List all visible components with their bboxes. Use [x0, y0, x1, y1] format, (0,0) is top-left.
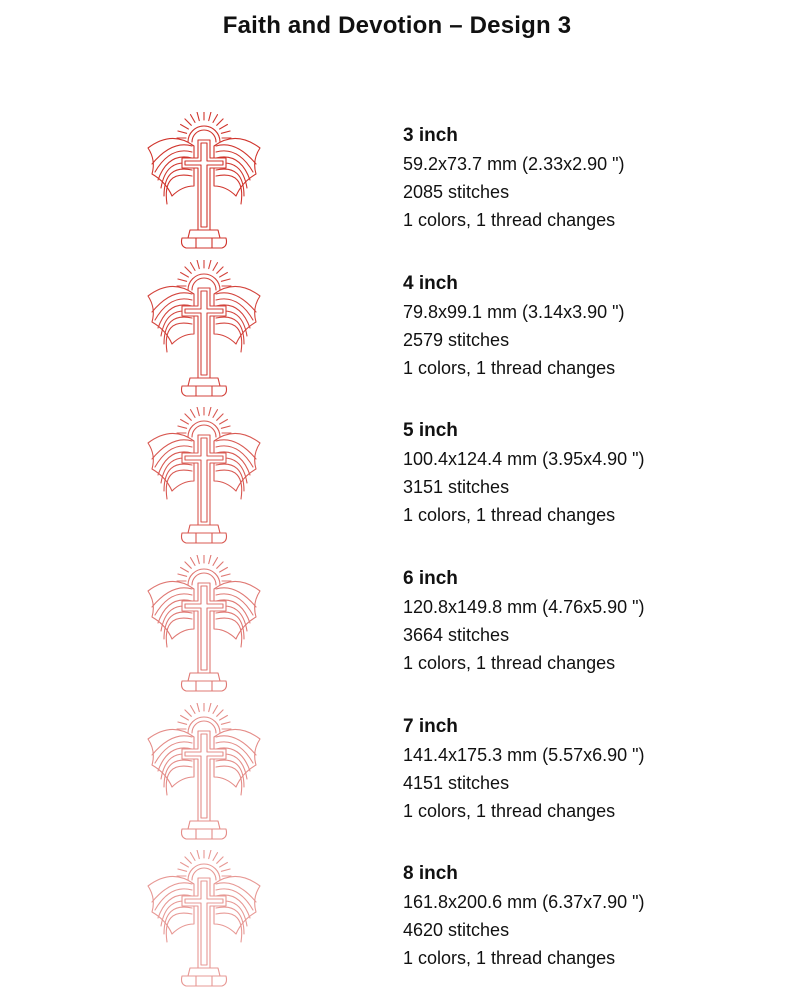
design-size: 7 inch [403, 716, 458, 737]
design-row [0, 407, 794, 555]
winged-cross-sunburst-icon [142, 407, 266, 549]
design-dimensions: 141.4x175.3 mm (5.57x6.90 ") [403, 745, 645, 765]
design-color-info: 1 colors, 1 thread changes [403, 948, 616, 968]
winged-cross-sunburst-icon [142, 260, 266, 402]
design-info [403, 270, 625, 382]
design-row [0, 555, 794, 703]
design-color-info: 1 colors, 1 thread changes [403, 801, 616, 821]
design-dimensions: 120.8x149.8 mm (4.76x5.90 ") [403, 597, 645, 617]
design-row [0, 112, 794, 260]
design-stitch-count: 4620 stitches [403, 920, 510, 940]
winged-cross-sunburst-icon [142, 850, 266, 992]
design-info [403, 122, 625, 234]
design-size: 4 inch [403, 273, 458, 294]
design-color-info: 1 colors, 1 thread changes [403, 653, 616, 673]
design-info [403, 713, 645, 825]
design-stitch-count: 4151 stitches [403, 773, 510, 793]
design-color-info: 1 colors, 1 thread changes [403, 358, 616, 378]
page-title: Faith and Devotion – Design 3 [222, 12, 572, 39]
design-dimensions: 59.2x73.7 mm (2.33x2.90 ") [403, 154, 625, 174]
design-stitch-count: 2579 stitches [403, 330, 510, 350]
design-stitch-count: 3664 stitches [403, 625, 510, 645]
design-size: 6 inch [403, 568, 458, 589]
design-info [403, 860, 645, 972]
design-row [0, 850, 794, 998]
design-stitch-count: 3151 stitches [403, 477, 510, 497]
design-dimensions: 100.4x124.4 mm (3.95x4.90 ") [403, 449, 645, 469]
design-size: 3 inch [403, 125, 458, 146]
design-info [403, 565, 645, 677]
design-size: 5 inch [403, 420, 458, 441]
winged-cross-sunburst-icon [142, 703, 266, 845]
winged-cross-sunburst-icon [142, 112, 266, 254]
design-row [0, 260, 794, 408]
design-row [0, 703, 794, 851]
design-size: 8 inch [403, 863, 458, 884]
design-color-info: 1 colors, 1 thread changes [403, 210, 616, 230]
design-stitch-count: 2085 stitches [403, 182, 510, 202]
design-dimensions: 161.8x200.6 mm (6.37x7.90 ") [403, 892, 645, 912]
winged-cross-sunburst-icon [142, 555, 266, 697]
design-dimensions: 79.8x99.1 mm (3.14x3.90 ") [403, 302, 625, 322]
design-info [403, 417, 645, 529]
design-color-info: 1 colors, 1 thread changes [403, 505, 616, 525]
